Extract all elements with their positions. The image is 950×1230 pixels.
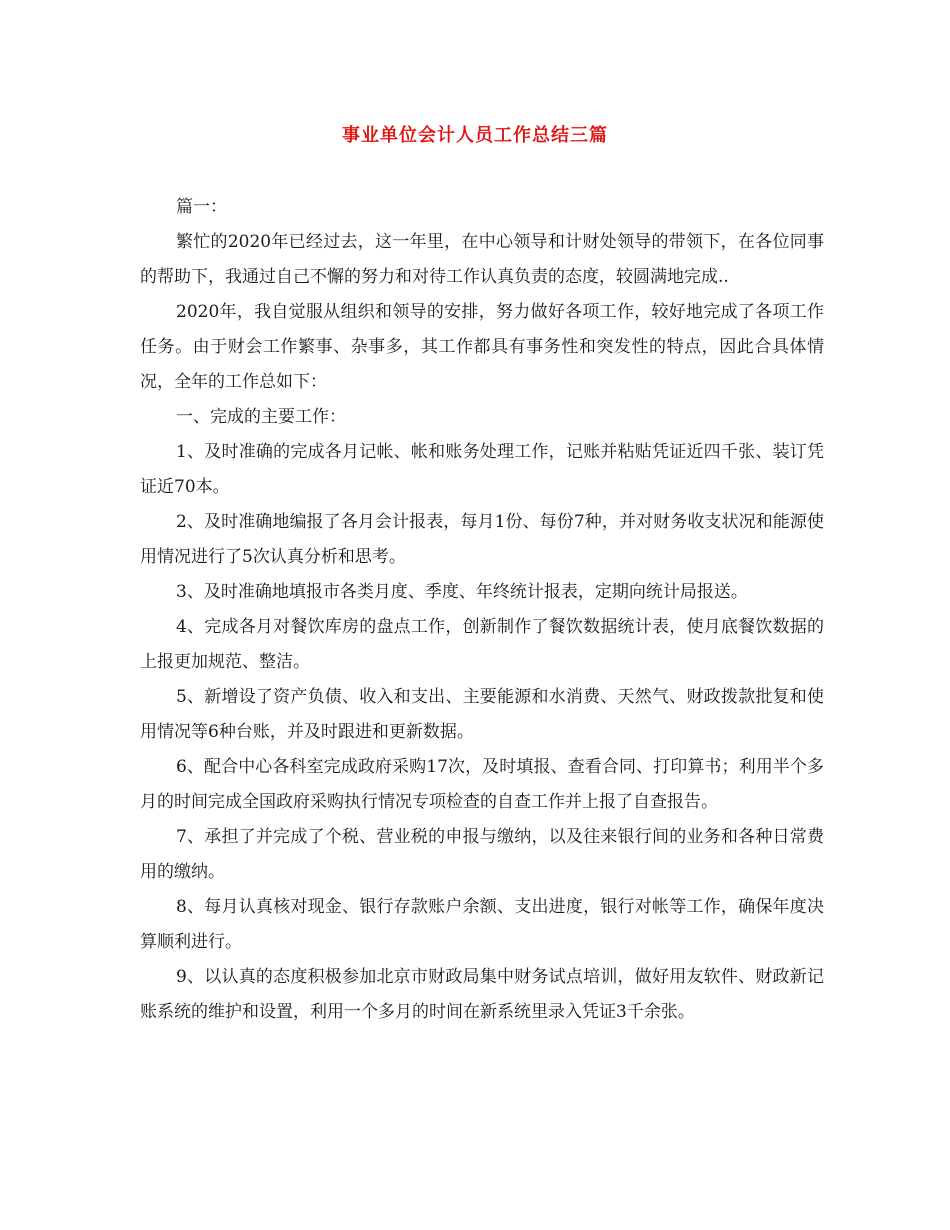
paragraph-item-4: 4、完成各月对餐饮库房的盘点工作，创新制作了餐饮数据统计表，使月底餐饮数据的上报更加规范、整洁。 [140, 617, 824, 672]
paragraph-section-label: 篇一： [176, 197, 227, 217]
paragraph-item-1: 1、及时准确的完成各月记帐、帐和账务处理工作，记账并粘贴凭证近四千张、装订凭证近70本。 [140, 442, 824, 497]
paragraph-item-5: 5、新增设了资产负债、收入和支出、主要能源和水消费、天然气、财政拨款批复和使用情况等6种台账，并及时跟进和更新数据。 [140, 687, 824, 742]
paragraph-item-7: 7、承担了并完成了个税、营业税的申报与缴纳，以及往来银行间的业务和各种日常费用的缴纳。 [140, 827, 824, 882]
paragraph-item-3: 3、及时准确地填报市各类月度、季度、年终统计报表，定期向统计局报送。 [176, 582, 748, 602]
paragraph-item-2: 2、及时准确地编报了各月会计报表，每月1份、每份7种，并对财务收支状况和能源使用情况进行了5次认真分析和思考。 [140, 512, 824, 567]
paragraph-intro: 繁忙的2020年已经过去，这一年里，在中心领导和计财处领导的带领下，在各位同事的帮助下，我通过自己不懈的努力和对待工作认真负责的态度，较圆满地完成.. [140, 232, 824, 287]
paragraph-item-6: 6、配合中心各科室完成政府采购17次，及时填报、查看合同、打印算书；利用半个多月的时间完成全国政府采购执行情况专项检查的自查工作并上报了自查报告。 [140, 757, 824, 812]
document-title: 事业单位会计人员工作总结三篇 [342, 125, 608, 146]
paragraph-item-8: 8、每月认真核对现金、银行存款账户余额、支出进度，银行对帐等工作，确保年度决算顺利进行。 [140, 897, 824, 952]
paragraph-overview: 2020年，我自觉服从组织和领导的安排，努力做好各项工作，较好地完成了各项工作任务。由于财会工作繁事、杂事多，其工作都具有事务性和突发性的特点，因此合具体情况，全年的工作总如下： [140, 302, 824, 392]
document-body [140, 190, 824, 1030]
paragraph-item-9: 9、以认真的态度积极参加北京市财政局集中财务试点培训，做好用友软件、财政新记账系统的维护和设置，利用一个多月的时间在新系统里录入凭证3千余张。 [140, 967, 824, 1022]
paragraph-heading-main-work: 一、完成的主要工作： [176, 407, 346, 427]
